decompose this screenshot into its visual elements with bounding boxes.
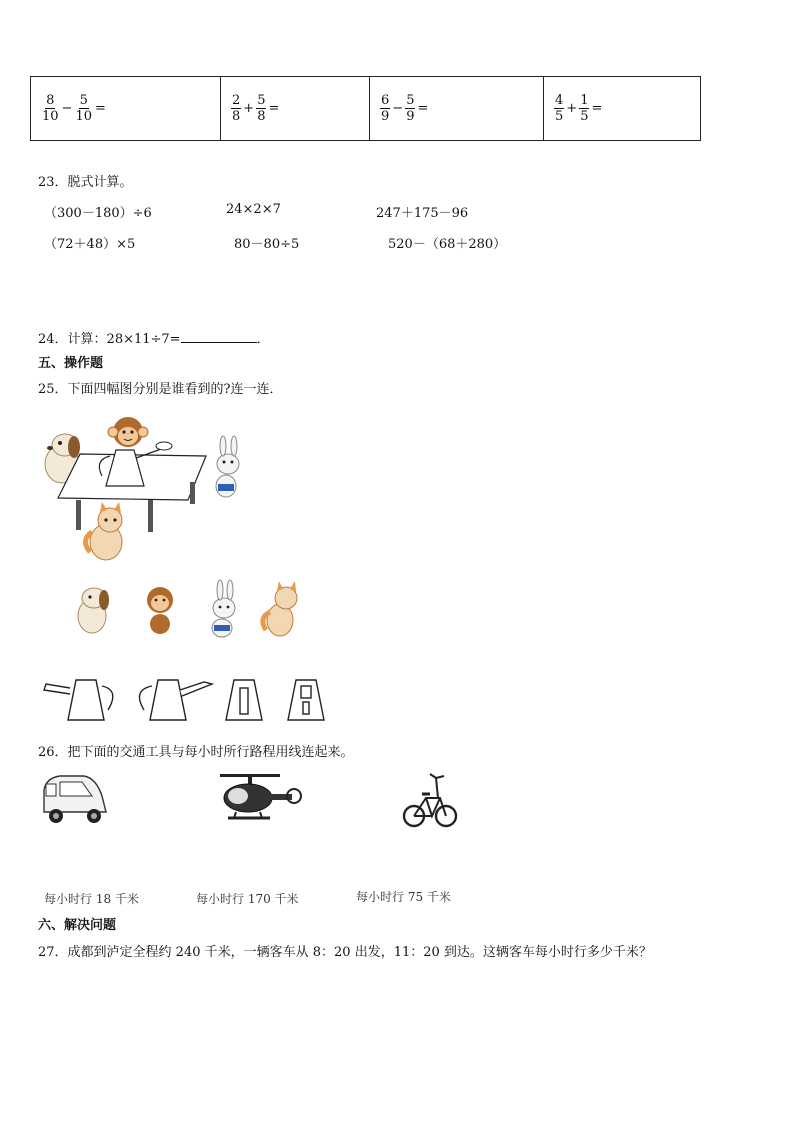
- cat-figure: [85, 502, 122, 560]
- q23-expr-1: （300－180）÷6: [44, 206, 152, 221]
- four-views-picture: [40, 672, 340, 724]
- fraction-cell-3: $\frac{6}{9}$ − $\frac{5}{9}$ =: [370, 77, 544, 141]
- helicopter-picture: [214, 770, 304, 832]
- rabbit-small: [212, 580, 235, 637]
- car-picture: [38, 772, 110, 828]
- question-23-title: 23．脱式计算。: [38, 175, 133, 190]
- bicycle-picture: [402, 768, 460, 832]
- speed-label-3: 每小时行 75 千米: [356, 890, 451, 904]
- view-right-side: [140, 680, 213, 720]
- q23-expr-5: 80－80÷5: [234, 237, 300, 252]
- question-25-title: 25．下面四幅图分别是谁看到的?连一连．: [38, 382, 283, 397]
- q23-expr-6: 520－（68＋280）: [388, 237, 507, 252]
- dog-small: [78, 588, 109, 633]
- view-front: [288, 680, 324, 720]
- q23-expr-4: （72＋48）×5: [44, 237, 136, 252]
- fraction-cell-4: $\frac{4}{5}$ + $\frac{1}{5}$ =: [544, 77, 701, 141]
- view-left-side: [44, 680, 113, 720]
- q24-suffix: ．: [256, 332, 270, 347]
- fraction-cell-1: $\frac{8}{10}$ − $\frac{5}{10}$ =: [31, 77, 221, 141]
- q24-text: 24．计算：28×11÷7=: [38, 332, 181, 347]
- view-back: [226, 680, 262, 720]
- fraction-table: [30, 76, 701, 141]
- speed-label-1: 每小时行 18 千米: [44, 892, 139, 906]
- section-5-heading: 五、操作题: [38, 356, 104, 371]
- question-24: [38, 328, 270, 347]
- table-scene-picture: [40, 412, 260, 564]
- q23-expr-3: 247＋175－96: [376, 206, 469, 221]
- q23-expr-2: 24×2×7: [226, 202, 281, 217]
- cat-small: [263, 581, 297, 636]
- monkey-figure: [108, 417, 148, 447]
- fraction-cell-2: $\frac{2}{8}$ + $\frac{5}{8}$ =: [221, 77, 370, 141]
- monkey-small: [147, 587, 173, 634]
- question-27: 27．成都到泸定全程约 240 千米，一辆客车从 8：20 出发，11：20 到达。这辆客车每小时行多少千米？: [38, 945, 652, 960]
- animals-row-picture: [70, 578, 310, 640]
- speed-label-2: 每小时行 170 千米: [196, 892, 299, 906]
- rabbit-figure: [216, 436, 239, 497]
- answer-blank[interactable]: [181, 330, 257, 343]
- question-26-title: 26．把下面的交通工具与每小时所行路程用线连起来。: [38, 745, 354, 760]
- section-6-heading: 六、解决问题: [38, 918, 117, 933]
